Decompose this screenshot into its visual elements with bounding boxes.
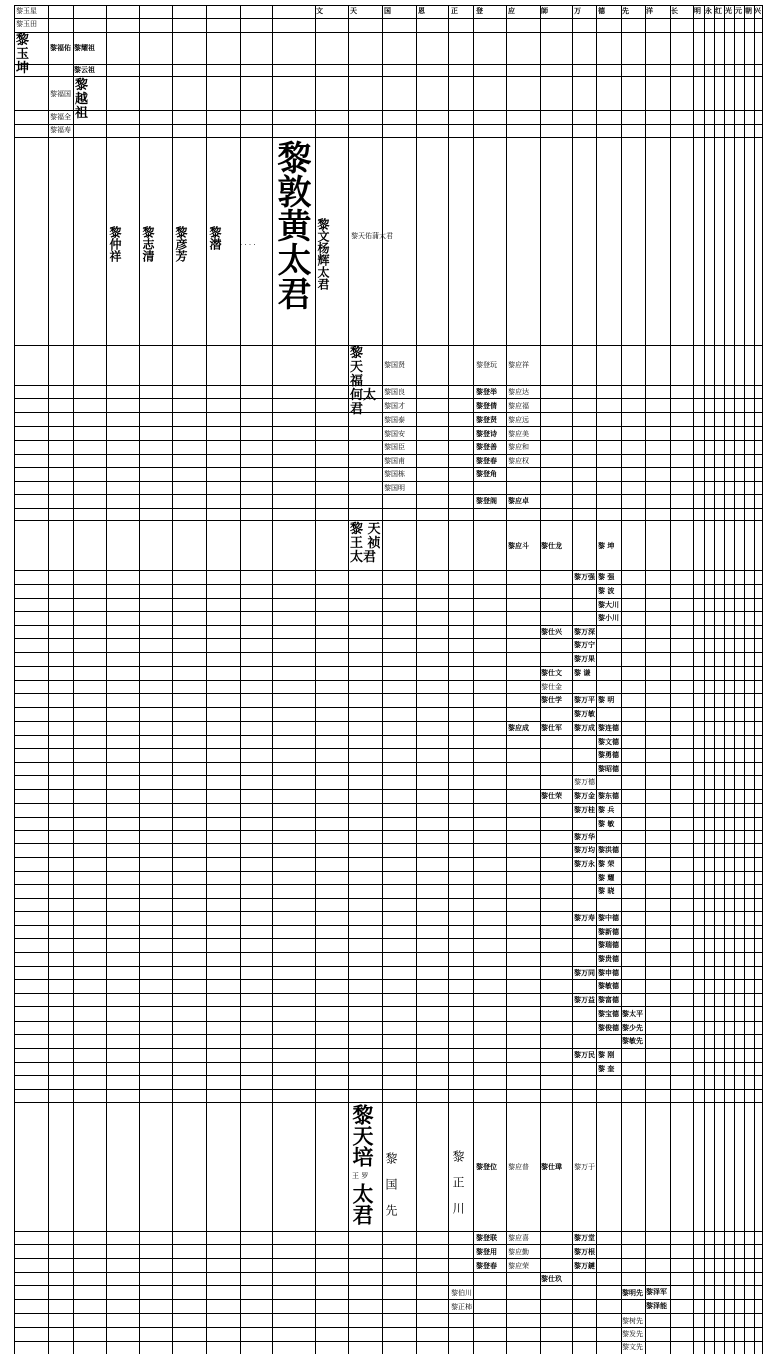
- genealogy-entry: 黎敏德: [598, 982, 619, 990]
- genealogy-entry: 黎登用: [476, 1248, 497, 1256]
- genealogy-entry: 黎 敏: [598, 820, 615, 828]
- genealogy-entry: 黎万华: [574, 833, 595, 841]
- genealogy-entry: 黎宝德: [598, 1010, 619, 1018]
- column-header: 红: [715, 7, 722, 15]
- genealogy-entry: 黎应斗: [508, 542, 529, 550]
- genealogy-entry: 黎万平: [574, 696, 595, 704]
- column-header: 万: [574, 7, 581, 15]
- genealogy-entry: 黎国贤: [384, 361, 405, 369]
- genealogy-entry: 黎登贤: [476, 416, 497, 424]
- column-header: 洋: [646, 7, 653, 15]
- column-header: 師: [541, 7, 548, 15]
- genealogy-entry: 黎泽能: [646, 1302, 667, 1310]
- genealogy-entry: 黎登倩: [476, 402, 497, 410]
- genealogy-entry: 黎洪德: [598, 846, 619, 854]
- genealogy-entry: 黎 荣: [598, 860, 615, 868]
- genealogy-entry: 黎勇德: [598, 751, 619, 759]
- genealogy-entry: 黎天培: [350, 1104, 374, 1167]
- genealogy-entry: 黎应祥: [508, 361, 529, 369]
- genealogy-entry: 黎国泰: [384, 416, 405, 424]
- genealogy-entry: 黎万同: [574, 969, 595, 977]
- genealogy-entry: 黎登春: [476, 457, 497, 465]
- column-header: 朝: [745, 7, 752, 15]
- genealogy-entry: 黎小川: [598, 614, 619, 622]
- genealogy-entry: 黎仕玖: [541, 1275, 562, 1283]
- column-header: 永: [705, 7, 712, 15]
- genealogy-entry: 黎 正 川: [451, 1150, 465, 1214]
- genealogy-entry: 黎应远: [508, 416, 529, 424]
- genealogy-entry: 黎泽军: [646, 1288, 667, 1296]
- genealogy-entry: 黎申德: [598, 969, 619, 977]
- genealogy-entry: 黎万均: [574, 846, 595, 854]
- column-header: 文: [316, 7, 323, 15]
- genealogy-entry: 黎 国 先: [384, 1152, 398, 1216]
- genealogy-entry: 黎登阁: [476, 497, 497, 505]
- genealogy-entry: 黎大川: [598, 601, 619, 609]
- genealogy-entry: 黎万永: [574, 860, 595, 868]
- genealogy-entry: 黎应福: [508, 402, 529, 410]
- genealogy-entry: 黎仕军: [541, 724, 562, 732]
- genealogy-entry: 黎万鏈: [574, 1262, 595, 1270]
- genealogy-entry: 黎登善: [476, 443, 497, 451]
- column-header: 德: [598, 7, 605, 15]
- genealogy-entry: 黎 晓: [598, 887, 615, 895]
- genealogy-entry: 黎潜: [208, 226, 222, 250]
- genealogy-entry: 黎应权: [508, 457, 529, 465]
- genealogy-entry: 黎仕瑋: [541, 1163, 562, 1171]
- genealogy-entry: 黎正柿: [451, 1303, 472, 1311]
- genealogy-entry: 黎文德: [598, 738, 619, 746]
- genealogy-entry: 黎 奎: [598, 1065, 615, 1073]
- genealogy-entry: 黎俊德: [598, 1024, 619, 1032]
- genealogy-entry: 黎万堂: [574, 1234, 595, 1242]
- genealogy-entry: 黎登角: [476, 470, 497, 478]
- genealogy-entry: 黎中德: [598, 914, 619, 922]
- genealogy-entry: 黎 波: [598, 587, 615, 595]
- genealogy-entry: 黎应和: [508, 443, 529, 451]
- genealogy-entry: 黎 明: [598, 696, 615, 704]
- genealogy-entry: 黎应达: [508, 388, 529, 396]
- genealogy-entry: 黎贵德: [598, 955, 619, 963]
- genealogy-entry: 黎仕学: [541, 696, 562, 704]
- genealogy-entry: 黎彦芳: [174, 226, 188, 262]
- genealogy-entry: 黎国才: [384, 402, 405, 410]
- genealogy-entry: 黎仕荣: [541, 792, 562, 800]
- column-header: 明: [694, 7, 701, 15]
- genealogy-entry: 黎应普: [508, 1163, 529, 1171]
- genealogy-entry: 黎 天 王 祯 太君: [350, 522, 381, 565]
- genealogy-entry: 太君: [350, 1183, 374, 1225]
- genealogy-entry: 黎国安: [384, 430, 405, 438]
- genealogy-entry: 黎文先: [622, 1343, 643, 1351]
- genealogy-entry: 黎仕文: [541, 669, 562, 677]
- genealogy-entry: 黎昭德: [598, 765, 619, 773]
- column-header: 先: [622, 7, 629, 15]
- genealogy-entry: 黎万益: [574, 996, 595, 1004]
- genealogy-entry: 黎敏先: [622, 1037, 643, 1045]
- genealogy-entry: 王 罗: [352, 1172, 369, 1180]
- genealogy-entry: 黎天佑蒲太君: [351, 232, 393, 240]
- genealogy-entry: 黎万德: [574, 778, 595, 786]
- genealogy-entry: 黎文杨辉太君: [316, 218, 330, 290]
- genealogy-entry: 黎应喜: [508, 1234, 529, 1242]
- genealogy-entry: 黎应勤: [508, 1248, 529, 1256]
- genealogy-entry: 黎登诗: [476, 430, 497, 438]
- genealogy-entry: 黎 兵: [598, 806, 615, 814]
- column-header: 应: [508, 7, 515, 15]
- genealogy-entry: 黎福全: [50, 113, 71, 121]
- genealogy-entry: 黎万强: [574, 573, 595, 581]
- column-header: 长: [671, 7, 678, 15]
- genealogy-entry: 黎发先: [622, 1330, 643, 1338]
- column-header: 正: [451, 7, 458, 15]
- genealogy-entry: 黎万宁: [574, 641, 595, 649]
- genealogy-entry: 黎应荣: [508, 1262, 529, 1270]
- genealogy-entry: 黎万金: [574, 792, 595, 800]
- genealogy-entry: 黎应成: [508, 724, 529, 732]
- genealogy-entry: 黎富德: [598, 996, 619, 1004]
- genealogy-entry: 黎树先: [622, 1317, 643, 1325]
- genealogy-entry: 黎瑞德: [598, 941, 619, 949]
- genealogy-entry: 黎福寿: [50, 126, 71, 134]
- genealogy-entry: 黎应美: [508, 430, 529, 438]
- column-header: 天: [350, 7, 357, 15]
- genealogy-entry: 黎国良: [384, 388, 405, 396]
- genealogy-entry: 黎仕龙: [541, 542, 562, 550]
- genealogy-entry: 黎明先: [622, 1289, 643, 1297]
- genealogy-entry: 黎登春: [476, 1262, 497, 1270]
- genealogy-entry: 黎敦黄太君: [271, 140, 311, 310]
- genealogy-entry: 黎万于: [574, 1163, 595, 1171]
- genealogy-entry: 黎登联: [476, 1234, 497, 1242]
- genealogy-entry: 黎 耀: [598, 874, 615, 882]
- genealogy-entry: 黎仕金: [541, 683, 562, 691]
- genealogy-entry: 黎万敏: [574, 710, 595, 718]
- genealogy-entry: 黎万桂: [574, 806, 595, 814]
- genealogy-entry: 黎连德: [598, 724, 619, 732]
- genealogy-entry: 黎仕兴: [541, 628, 562, 636]
- genealogy-entry: 黎玉田: [16, 20, 37, 28]
- genealogy-entry: 黎伯川: [451, 1289, 472, 1297]
- genealogy-entry: 黎万寿: [574, 914, 595, 922]
- genealogy-entry: 黎国明: [384, 484, 405, 492]
- genealogy-entry: 黎国甫: [384, 457, 405, 465]
- genealogy-entry: 黎国臣: [384, 443, 405, 451]
- genealogy-entry: 黎万根: [574, 1248, 595, 1256]
- genealogy-entry: 黎新德: [598, 928, 619, 936]
- genealogy-entry: 黎国栋: [384, 470, 405, 478]
- genealogy-entry: 黎登位: [476, 1163, 497, 1171]
- genealogy-entry: 黎福佑: [50, 44, 71, 52]
- genealogy-entry: 黎云祖: [74, 66, 95, 74]
- genealogy-entry: 黎耀祖: [74, 44, 95, 52]
- genealogy-entry: 黎万深: [574, 628, 595, 636]
- genealogy-entry: 黎志清: [141, 226, 155, 262]
- column-header: 恩: [418, 7, 425, 15]
- column-header: 登: [476, 7, 483, 15]
- genealogy-entry: 黎太平: [622, 1010, 643, 1018]
- column-header: 元: [735, 7, 742, 15]
- genealogy-entry: 黎万成: [574, 724, 595, 732]
- genealogy-entry: 黎登玩: [476, 361, 497, 369]
- genealogy-entry: 黎东德: [598, 792, 619, 800]
- genealogy-entry: 黎 玉 坤: [16, 33, 30, 76]
- genealogy-entry: 黎万民: [574, 1051, 595, 1059]
- genealogy-entry: 黎 坤: [598, 542, 615, 550]
- column-header: 国: [384, 7, 391, 15]
- genealogy-entry: 黎登举: [476, 388, 497, 396]
- genealogy-entry: 黎少先: [622, 1024, 643, 1032]
- genealogy-entry: 黎万果: [574, 655, 595, 663]
- genealogy-entry: 黎 天 福 何太君: [350, 346, 377, 417]
- genealogy-entry: 黎仲祥: [108, 226, 122, 262]
- genealogy-entry: 黎 强: [598, 573, 615, 581]
- column-header: 光: [725, 7, 732, 15]
- genealogy-entry: 黎 越 祖: [75, 78, 89, 121]
- genealogy-entry: 黎 刚: [598, 1051, 615, 1059]
- column-header: 兴: [754, 7, 761, 15]
- genealogy-entry: 黎应卓: [508, 497, 529, 505]
- genealogy-entry: 黎福国: [50, 90, 71, 98]
- genealogy-entry: · · · ·: [240, 241, 256, 249]
- genealogy-entry: 黎玉星: [16, 7, 37, 15]
- genealogy-entry: 黎 谦: [574, 669, 591, 677]
